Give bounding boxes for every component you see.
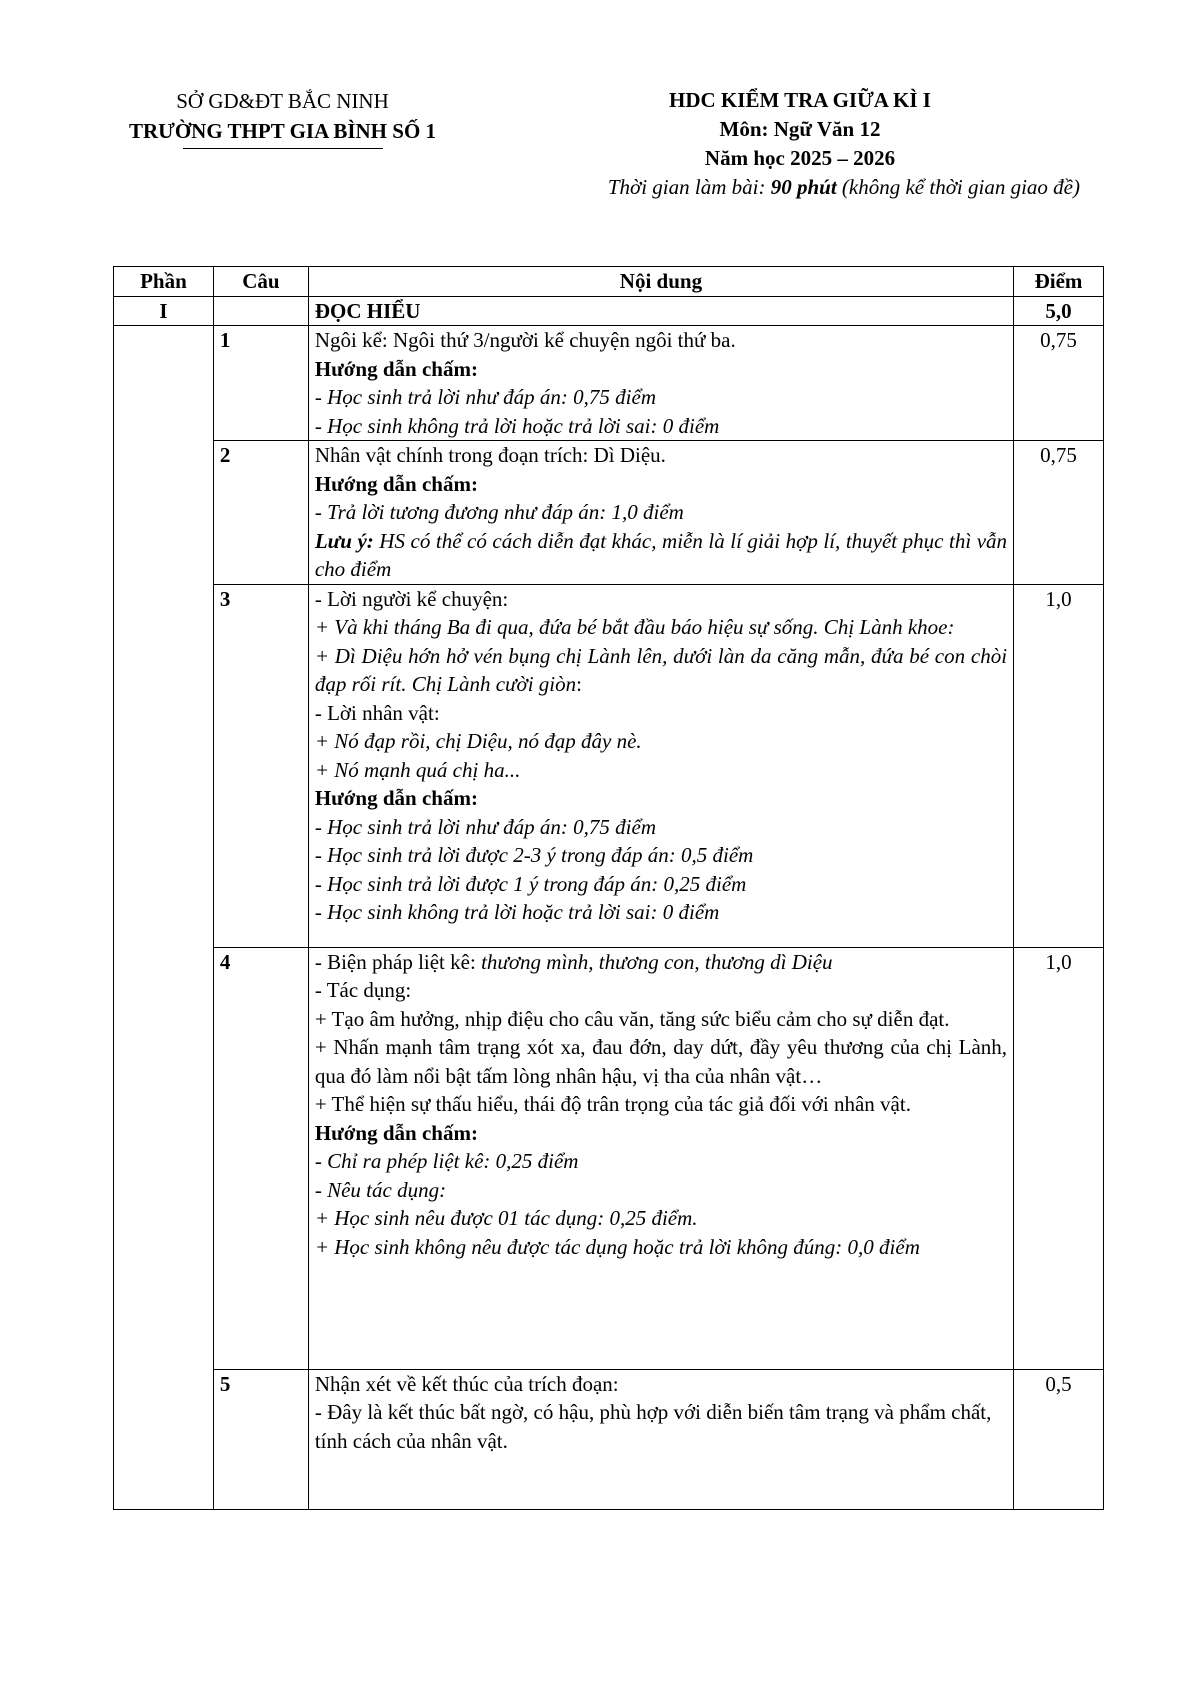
answer-line: + Nhấn mạnh tâm trạng xót xa, đau đớn, day dứt, đầy yêu thương của chị Lành, qua đó làm nổi bật tấm lòng nhân hậu, vị tha của nhân vật… [314, 1035, 1008, 1088]
section-question-empty [213, 296, 308, 326]
grading-line: + Học sinh nêu được 01 tác dụng: 0,25 điểm. [314, 1206, 698, 1230]
section-part: I [114, 296, 214, 326]
table-row [114, 584, 1104, 947]
header-right [520, 86, 1080, 199]
header-part: Phần [114, 267, 214, 297]
question-score: 1,0 [1014, 584, 1104, 947]
table-row [114, 1369, 1104, 1509]
question-content [308, 584, 1013, 947]
grading-heading: Hướng dẫn chấm: [314, 1120, 478, 1145]
table-row [114, 441, 1104, 585]
header-question: Câu [213, 267, 308, 297]
exam-title: HDC KIỂM TRA GIỮA KÌ I [669, 88, 931, 112]
school-underline [183, 148, 383, 149]
grading-line: - Học sinh trả lời được 2-3 ý trong đáp án: 0,5 điểm [314, 843, 754, 867]
question-content [308, 1369, 1013, 1509]
department-name: SỞ GD&ĐT BẮC NINH [176, 89, 389, 113]
grading-line: - Chỉ ra phép liệt kê: 0,25 điểm [314, 1149, 579, 1173]
grading-line: - Học sinh không trả lời hoặc trả lời sai: 0 điểm [314, 413, 720, 438]
quote-line: + Nó đạp rồi, chị Diệu, nó đạp đây nè. [314, 729, 642, 753]
note-line [315, 527, 1007, 584]
grading-heading: Hướng dẫn chấm: [314, 471, 478, 496]
question-number: 4 [213, 947, 308, 1369]
exam-time [520, 173, 1080, 202]
quote-line [315, 642, 1007, 699]
time-value: 90 phút [770, 175, 837, 199]
answer-line: Nhận xét về kết thúc của trích đoạn: [314, 1371, 619, 1396]
grading-line: + Học sinh không nêu được tác dụng hoặc trả lời không đúng: 0,0 điểm [314, 1234, 920, 1259]
answer-line: - Tác dụng: [314, 978, 412, 1002]
grading-line: - Học sinh trả lời được 1 ý trong đáp án: 0,25 điểm [314, 871, 747, 896]
question-number: 1 [213, 326, 308, 441]
question-number: 5 [213, 1369, 308, 1509]
answer-line: - Lời nhân vật: [314, 700, 440, 725]
answer-example: thương mình, thương con, thương dì Diệu [481, 949, 833, 974]
question-content [308, 326, 1013, 441]
grading-line: - Học sinh trả lời như đáp án: 0,75 điểm [314, 814, 656, 839]
question-score: 0,5 [1014, 1369, 1104, 1509]
quote-line: + Nó mạnh quá chị ha... [314, 757, 521, 782]
table-header-row [114, 267, 1104, 297]
header-left [110, 86, 455, 149]
question-number: 2 [213, 441, 308, 585]
quote-text: + Dì Diệu hớn hở vén bụng chị Lành lên, dưới làn da căng mẫn, đứa bé con chòi đạp rối rít. Chị Lành cười giòn [314, 643, 1008, 696]
quote-line: + Và khi tháng Ba đi qua, đứa bé bắt đầu báo hiệu sự sống. Chị Lành khoe: [314, 615, 955, 639]
time-suffix: (không kể thời gian giao đề) [836, 175, 1080, 199]
time-prefix: Thời gian làm bài: [607, 175, 771, 199]
grading-line: - Học sinh trả lời như đáp án: 0,75 điểm [314, 385, 656, 409]
answer-label: - Biện pháp liệt kê: [314, 949, 482, 974]
header-content: Nội dung [308, 267, 1013, 297]
header-score: Điểm [1014, 267, 1104, 297]
answer-line [315, 948, 1007, 977]
grading-heading: Hướng dẫn chấm: [314, 356, 478, 381]
answer-table [113, 266, 1104, 1510]
section-title: ĐỌC HIỂU [308, 296, 1013, 326]
note-text: HS có thể có cách diễn đạt khác, miễn là lí giải hợp lí, thuyết phục thì vẫn cho điểm [314, 528, 1008, 581]
question-score: 1,0 [1014, 947, 1104, 1369]
answer-line: Ngôi kể: Ngôi thứ 3/người kể chuyện ngôi thứ ba. [314, 328, 736, 352]
note-label: Lưu ý: [314, 528, 374, 553]
answer-line: + Tạo âm hưởng, nhịp điệu cho câu văn, tăng sức biểu cảm cho sự diễn đạt. [314, 1006, 950, 1031]
grading-line: - Nêu tác dụng: [314, 1177, 447, 1202]
school-name: TRƯỜNG THPT GIA BÌNH SỐ 1 [128, 119, 437, 143]
exam-year: Năm học 2025 – 2026 [704, 146, 896, 170]
table-row [114, 947, 1104, 1369]
answer-line: + Thể hiện sự thấu hiểu, thái độ trân trọng của tác giả đối với nhân vật. [314, 1092, 911, 1116]
question-score: 0,75 [1014, 441, 1104, 585]
table-row [114, 326, 1104, 441]
question-content [308, 441, 1013, 585]
question-score: 0,75 [1014, 326, 1104, 441]
section-score: 5,0 [1014, 296, 1104, 326]
grading-heading: Hướng dẫn chấm: [314, 786, 478, 810]
section-row [114, 296, 1104, 326]
grading-line: - Học sinh không trả lời hoặc trả lời sai: 0 điểm [314, 900, 720, 924]
question-number: 3 [213, 584, 308, 947]
exam-subject: Môn: Ngữ Văn 12 [719, 117, 881, 141]
part-column-empty [114, 326, 214, 1510]
answer-line: - Lời người kể chuyện: [314, 586, 509, 611]
grading-line: - Trả lời tương đương như đáp án: 1,0 điểm [314, 500, 684, 524]
answer-line: - Đây là kết thúc bất ngờ, có hậu, phù hợp với diễn biến tâm trạng và phẩm chất, tính cách của nhân vật. [314, 1400, 992, 1453]
answer-line: Nhân vật chính trong đoạn trích: Dì Diệu. [314, 443, 666, 467]
quote-colon: : [576, 672, 582, 696]
question-content [308, 947, 1013, 1369]
